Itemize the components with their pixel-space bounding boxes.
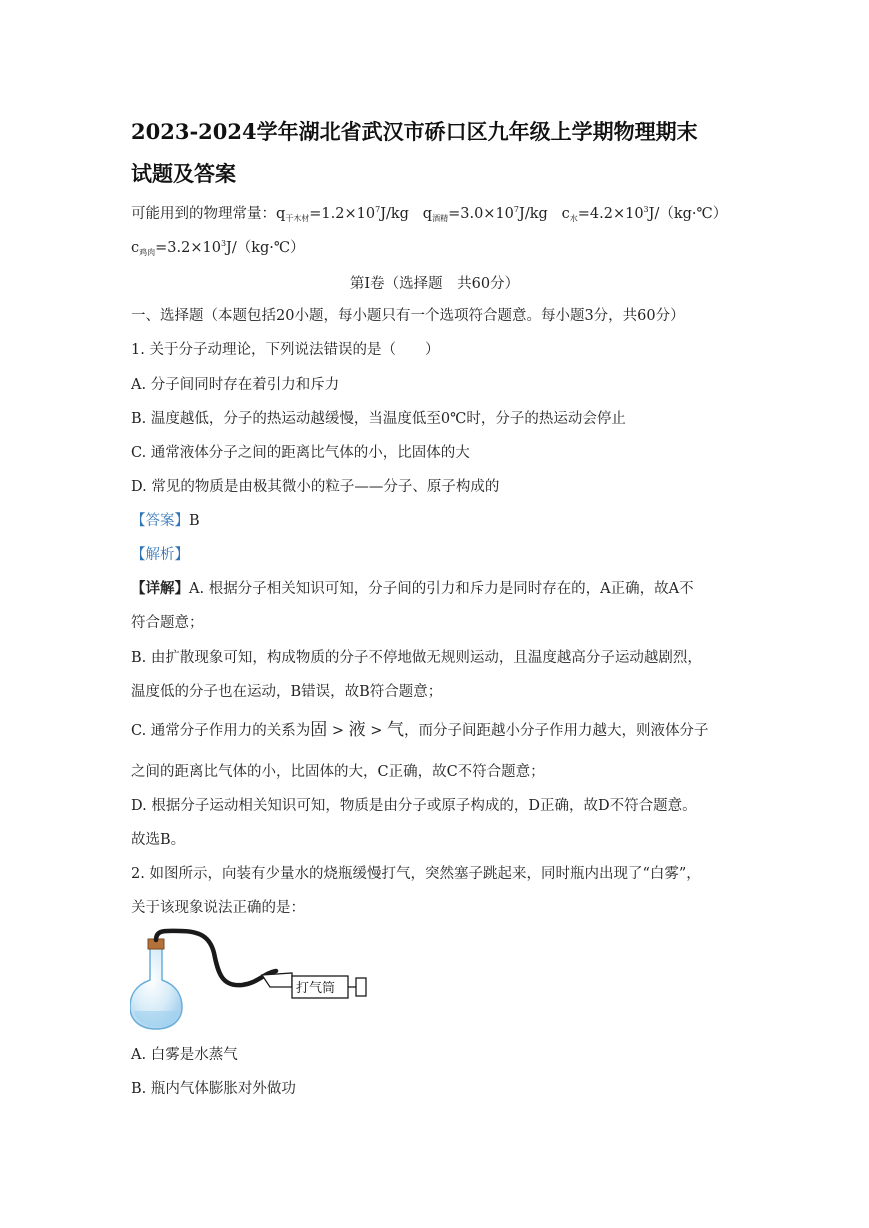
q1-detail-a-line-2: 符合题意； [131, 615, 204, 631]
q1-option-b: B. 温度越低，分子的热运动越缓慢，当温度低至0℃时，分子的热运动会停止 [131, 411, 626, 427]
q1-analysis-tag: 【解析】 [131, 547, 189, 563]
q2-stem-line-1: 2. 如图所示，向装有少量水的烧瓶缓慢打气，突然塞子跳起来，同时瓶内出现了“白雾”， [131, 866, 701, 882]
doc-title-line-1: 2023-2024学年湖北省武汉市硚口区九年级上学期物理期末 [131, 119, 698, 144]
q1-detail-c-line-1: C. 通常分子作用力的关系为固 > 液 > 气，而分子间距越小分子作用力越大，则液体分子 [131, 720, 709, 740]
answer-tag: 【答案】 [131, 513, 189, 529]
pump-label: 打气筒 [296, 981, 336, 996]
constants-line-2: $c_{鸡肉}=3.2\times 10^3J/(kg\cdot℃)$ [131, 239, 305, 257]
section-title: 第Ⅰ卷（选择题 共60分） [349, 276, 520, 292]
q1-detail-c-line-2: 之间的距离比气体的小，比固体的大，C正确，故C不符合题意； [131, 764, 545, 780]
constants-line-1: 可能用到的物理常量：$q_{干木材}=1.2\times 10^7J/kg$ $q_{酒精}=3.0\times 10^7J/kg$ $c_水=4.2\times 10^3J/(kg\cdot℃)$ [131, 205, 728, 223]
q1-answer: 【答案】B [131, 513, 200, 529]
q1-option-c: C. 通常液体分子之间的距离比气体的小，比固体的大 [131, 445, 470, 461]
q1-detail-b-line-2: 温度低的分子也在运动，B错误，故B符合题意； [131, 684, 443, 700]
q1-detail-d: D. 根据分子运动相关知识可知，物质是由分子或原子构成的，D正确，故D不符合题意。 [131, 798, 697, 814]
detail-tag: 【详解】 [131, 580, 189, 597]
pump-handle-icon [356, 978, 366, 996]
q2-option-b: B. 瓶内气体膨胀对外做功 [131, 1081, 296, 1097]
part-one-heading: 一、选择题（本题包括20小题，每小题只有一个选项符合题意。每小题3分，共60分） [131, 308, 685, 324]
doc-title-line-2: 试题及答案 [131, 161, 236, 186]
q1-detail-a-line-1: 【详解】A. 根据分子相关知识可知，分子间的引力和斥力是同时存在的，A正确，故A不 [131, 580, 694, 597]
pump-nozzle-icon [262, 973, 292, 987]
rubber-tube-icon [156, 931, 276, 985]
flask-and-pump-figure [130, 925, 370, 1033]
q2-stem-line-2: 关于该现象说法正确的是： [131, 900, 305, 916]
q1-option-a: A. 分子间同时存在着引力和斥力 [131, 377, 340, 393]
q2-option-a: A. 白雾是水蒸气 [131, 1047, 238, 1063]
q1-option-d: D. 常见的物质是由极其微小的粒子——分子、原子构成的 [131, 479, 500, 495]
flask-icon [130, 947, 182, 1029]
q1-conclusion: 故选B。 [131, 832, 186, 848]
q1-stem: 1. 关于分子动理论，下列说法错误的是（ ） [131, 342, 440, 358]
q1-detail-b-line-1: B. 由扩散现象可知，构成物质的分子不停地做无规则运动，且温度越高分子运动越剧烈， [131, 650, 702, 666]
